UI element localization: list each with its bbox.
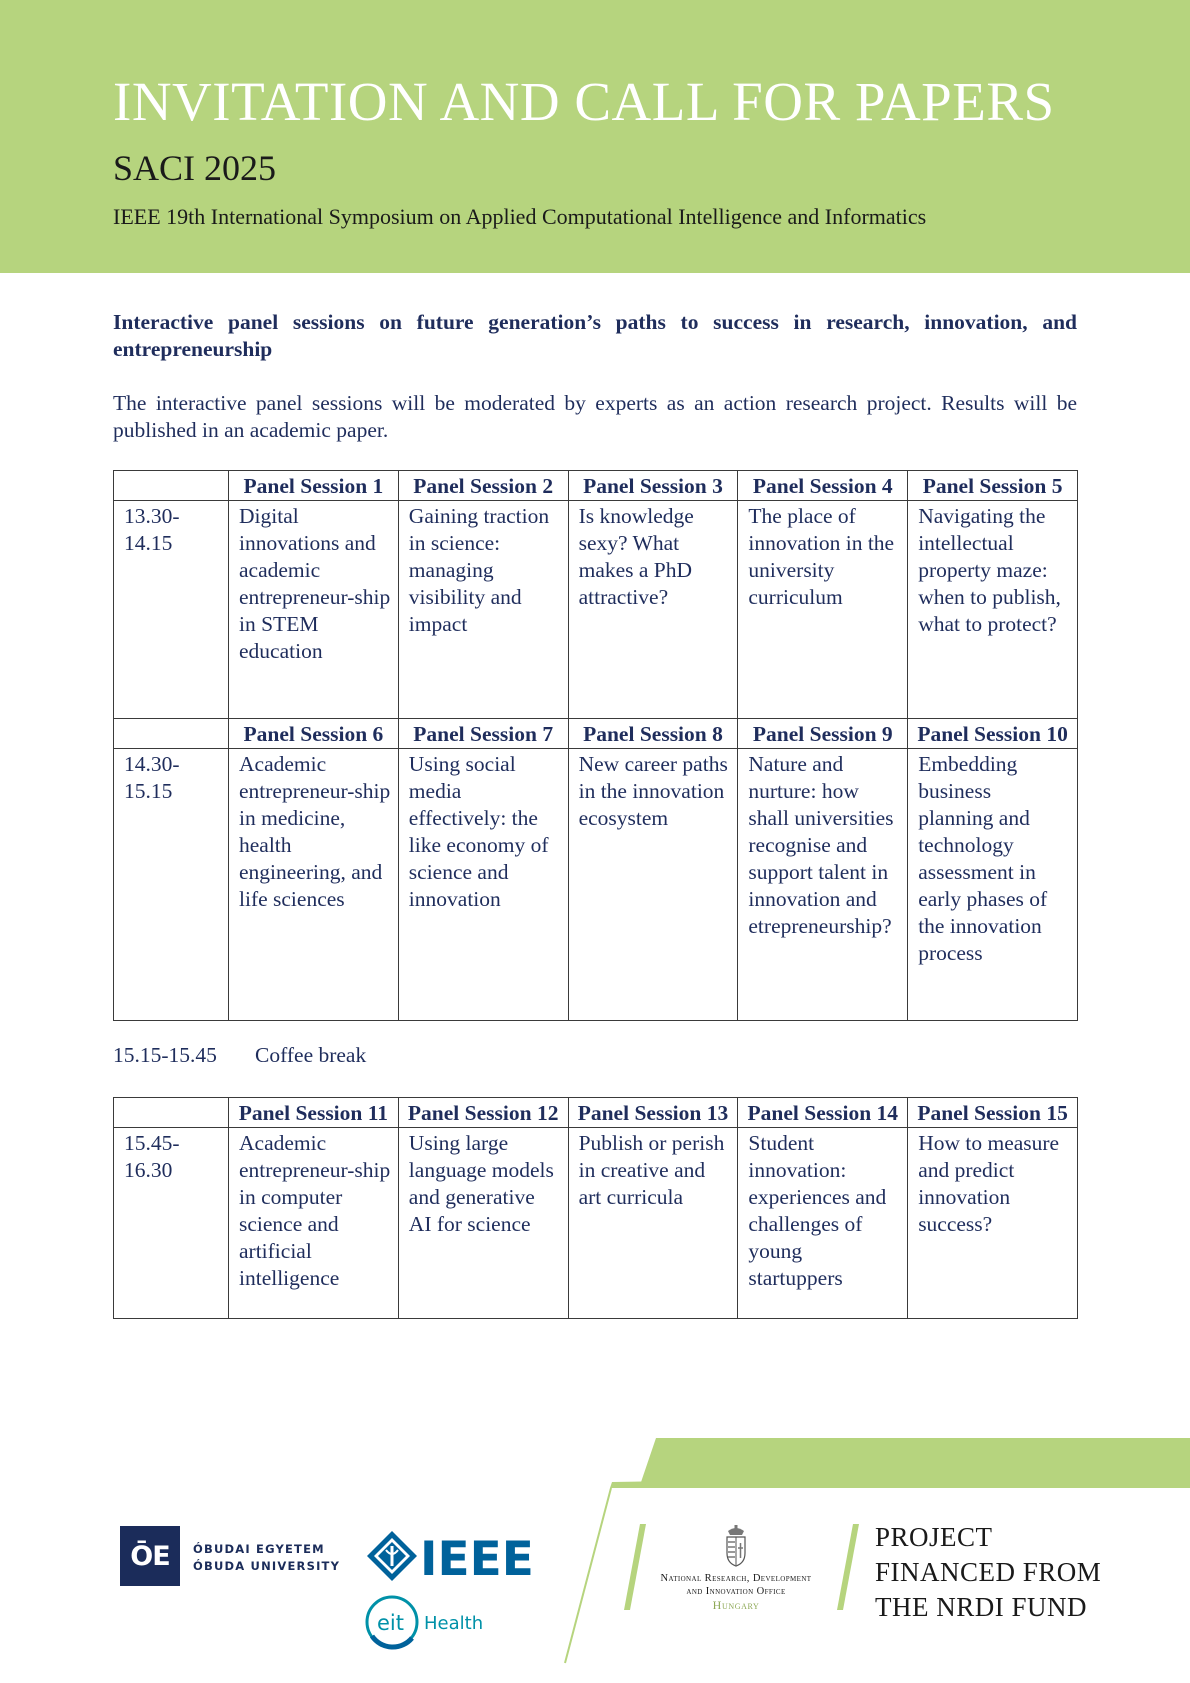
panel-header: Panel Session 7 <box>398 719 568 749</box>
event-description: IEEE 19th International Symposium on Applied Computational Intelligence and Informatics <box>113 204 927 229</box>
time-slot: 15.45-16.30 <box>114 1128 229 1319</box>
schedule-table-1 <box>113 470 1078 1021</box>
table-row <box>114 501 1078 719</box>
project-line-2: FINANCED FROM <box>875 1557 1102 1587</box>
panel-topic: Embedding business planning and technology assessment in early phases of the innovation process <box>908 749 1078 1021</box>
coffee-break-time: 15.15-15.45 <box>113 1043 217 1067</box>
empty-cell <box>114 719 229 749</box>
nrdi-name-line2: and Innovation Office <box>686 1586 786 1597</box>
nrdi-office-logo <box>648 1525 824 1612</box>
panel-header: Panel Session 9 <box>738 719 908 749</box>
panel-topic: Publish or perish in creative and art curricula <box>568 1128 738 1319</box>
project-line-1: PROJECT <box>875 1522 993 1552</box>
project-line-3: THE NRDI FUND <box>875 1592 1087 1622</box>
table-header-row <box>114 1098 1078 1128</box>
panel-header: Panel Session 14 <box>738 1098 908 1128</box>
ieee-logo <box>364 1528 544 1588</box>
panel-topic: Nature and nurture: how shall universities recognise and support talent in innovation and etrepreneurship? <box>738 749 908 1021</box>
panel-header: Panel Session 10 <box>908 719 1078 749</box>
panel-header: Panel Session 4 <box>738 471 908 501</box>
panel-topic: Navigating the intellectual property maze: when to publish, what to protect? <box>908 501 1078 719</box>
table-row <box>114 749 1078 1021</box>
obuda-name-hu: ÓBUDAI EGYETEM <box>193 1542 325 1556</box>
project-funding-note <box>875 1520 1101 1625</box>
panel-topic: Student innovation: experiences and challenges of young startuppers <box>738 1128 908 1319</box>
panel-header: Panel Session 12 <box>398 1098 568 1128</box>
panel-header: Panel Session 8 <box>568 719 738 749</box>
time-slot: 13.30-14.15 <box>114 501 229 719</box>
panel-topic: New career paths in the innovation ecosystem <box>568 749 738 1021</box>
obuda-university-logo <box>120 1526 180 1586</box>
footer-slant-line <box>565 1488 611 1663</box>
table-header-row <box>114 719 1078 749</box>
page-title: INVITATION AND CALL FOR PAPERS <box>113 71 1055 132</box>
panel-topic: How to measure and predict innovation success? <box>908 1128 1078 1319</box>
panel-topic: Digital innovations and academic entrepreneur-ship in STEM education <box>229 501 399 719</box>
time-slot: 14.30-15.15 <box>114 749 229 1021</box>
empty-cell <box>114 471 229 501</box>
hungarian-coat-of-arms-icon <box>723 1525 749 1567</box>
panel-header: Panel Session 3 <box>568 471 738 501</box>
nrdi-name-line1: National Research, Development <box>660 1573 812 1584</box>
empty-cell <box>114 1098 229 1128</box>
panel-topic: Is knowledge sexy? What makes a PhD attractive? <box>568 501 738 719</box>
panel-topic: Using large language models and generative AI for science <box>398 1128 568 1319</box>
panel-header: Panel Session 6 <box>229 719 399 749</box>
panel-header: Panel Session 2 <box>398 471 568 501</box>
panel-header: Panel Session 11 <box>229 1098 399 1128</box>
oe-mark: ŌE <box>130 1540 170 1572</box>
eit-mark: eit <box>377 1611 404 1635</box>
nrdi-country: Hungary <box>712 1598 760 1612</box>
table-row <box>114 1128 1078 1319</box>
divider-slash-2 <box>837 1524 859 1610</box>
panel-header: Panel Session 1 <box>229 471 399 501</box>
schedule-table-2 <box>113 1097 1078 1319</box>
eit-health-logo <box>364 1592 504 1652</box>
panel-topic: Using social media effectively: the like economy of science and innovation <box>398 749 568 1021</box>
panel-header: Panel Session 15 <box>908 1098 1078 1128</box>
obuda-university-name <box>193 1541 340 1575</box>
panel-header: Panel Session 13 <box>568 1098 738 1128</box>
panel-topic: Academic entrepreneur-ship in computer science and artificial intelligence <box>229 1128 399 1319</box>
obuda-name-en: ÓBUDA UNIVERSITY <box>193 1559 341 1573</box>
eit-health-wordmark: Health <box>424 1613 484 1634</box>
divider-slash-1 <box>624 1524 646 1610</box>
panel-topic: Academic entrepreneur-ship in medicine, health engineering, and life sciences <box>229 749 399 1021</box>
intro-heading: Interactive panel sessions on future generation’s paths to success in research, innovation, and entrepreneurship <box>113 310 1077 361</box>
ieee-wordmark: IEEE <box>420 1532 534 1587</box>
intro-body: The interactive panel sessions will be moderated by experts as an action research project. Results will be published in an academic paper. <box>113 391 1077 442</box>
panel-header: Panel Session 5 <box>908 471 1078 501</box>
coffee-break-label: Coffee break <box>255 1043 367 1067</box>
table-header-row <box>114 471 1078 501</box>
header-banner <box>0 0 1190 273</box>
panel-topic: The place of innovation in the university curriculum <box>738 501 908 719</box>
panel-topic: Gaining traction in science: managing visibility and impact <box>398 501 568 719</box>
event-name: SACI 2025 <box>113 148 277 188</box>
